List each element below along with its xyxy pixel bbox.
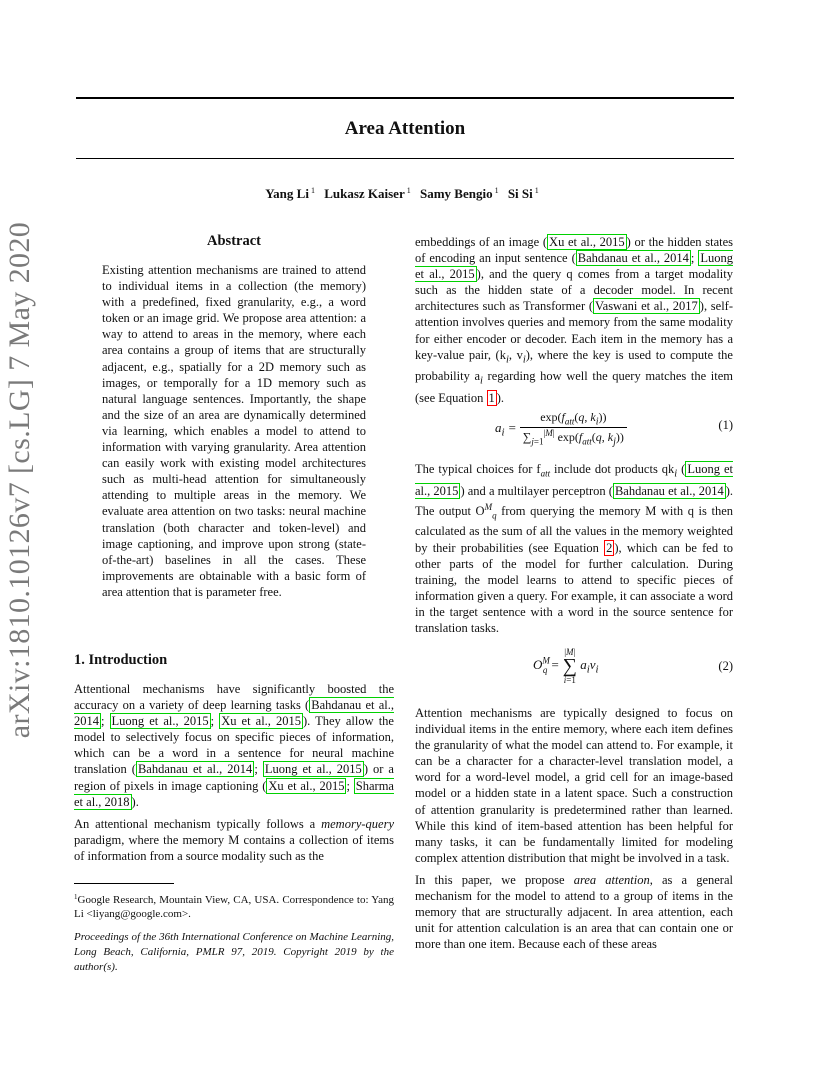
citation-link[interactable]: Sharma et al., 2018: [74, 778, 394, 809]
proceedings-note: Proceedings of the 36th International Conference on Machine Learning, Long Beach, California, PMLR 97, 2019. Copyright 2019 by the author(s).: [74, 931, 394, 973]
citation-link[interactable]: Luong et al., 2015: [415, 462, 733, 498]
equation-ref-link[interactable]: 1: [488, 390, 495, 405]
right-column-top: [415, 234, 733, 406]
equation-ref-link[interactable]: 2: [606, 540, 613, 555]
intro-body: [74, 681, 394, 870]
intro-paragraph-2: An attentional mechanism typically follows a memory-query paradigm, where the memory M contains a collection of items of information from a source modality such as the: [74, 816, 394, 863]
equation-1: [415, 410, 733, 450]
citation-link[interactable]: Bahdanau et al., 2014: [137, 762, 253, 777]
right-paragraph-4: In this paper, we propose area attention, as a general mechanism for the model to attend to a group of items in the memory that are structurally adjacent. In area attention, each unit for attention calculation is an area that can contain one or more than one item. Because each of these areas: [415, 872, 733, 952]
right-paragraph-1: embeddings of an image ( Xu et al., 2015 ) or the hidden states of encoding an input sentence ( Bahdanau et al., 2014 ; Luong et al., 2015 ), and the query q comes from a target modality such as the hidden state of a decoder model. In recent architectures such as Transformer ( Vaswani et al., 2017 ), self-attention involves queries and memory from the same modality for either encoder or decoder. Each item in the memory has a key-value pair, ($k_i$, $v_i$), where the key is used to compute the probability $a_i$ regarding how well the query matches the item (see Equation 1 ).: [415, 235, 734, 405]
right-column-bottom: [415, 705, 733, 952]
right-paragraph-2: The typical choices for $f_{att}$ include dot products $qk_i$ ( Luong et al., 2015 ) and a multilayer perceptron ( Bahdanau et al., 2014 ). The output $O^M_q$ from querying the memory M with q is then calculated as the sum of all the values in the memory weighted by their probabilities (see Equation 2 ), which can be fed to other parts of the model for further calculation. During training, the model learns to attend to specific pieces of information given a query. For example, it can associate a word in the target sentence with a word in the source sentence for translation tasks.: [415, 462, 733, 635]
citation-link[interactable]: Vaswani et al., 2017: [595, 299, 698, 314]
author-name: Samy Bengio: [419, 186, 493, 201]
section-heading-introduction: 1. Introduction: [74, 652, 168, 668]
citation-link[interactable]: Luong et al., 2015: [264, 762, 362, 777]
title-rule-bottom: [76, 158, 734, 159]
author-name: Lukasz Kaiser: [324, 186, 405, 201]
abstract-text: Existing attention mechanisms are trained to attend to individual items in a collection (the memory) with a predefined, fixed granularity, e.g., a word token or an image grid. We propose area attention: a way to attend to areas in the memory, where each area contains a group of items that are structurally adjacent, e.g., spatially for a 2D memory such as images, or temporally for a 1D memory such as natural language sentences. Importantly, the shape and the size of an area are dynamically determined via learning, which enables a model to attend to information with varying granularity. Area attention can easily work with existing model architectures such as multi-head attention for simultaneously attending to multiple areas in the memory. We evaluate area attention on two tasks: neural machine translation (both character and token-level) and image captioning, and improve upon strong (state-of-the-art) baselines in all the cases. These improvements are obtainable with a basic form of area attention that is parameter free.: [102, 263, 366, 599]
footnote-rule: [74, 883, 174, 884]
intro-paragraph-1: Attentional mechanisms have significantly boosted the accuracy on a variety of deep learning tasks ( Bahdanau et al., 2014 ; Luong et al., 2015 ; Xu et al., 2015 ). They allow the model to selectively focus on specific pieces of information, which can be a word in a sentence for neural machine translation ( Bahdanau et al., 2014 ; Luong et al., 2015 ) or a region of pixels in image captioning ( Xu et al., 2015 ; Sharma et al., 2018 ).: [74, 682, 394, 809]
citation-link[interactable]: Bahdanau et al., 2014: [614, 483, 724, 498]
paper-title: Area Attention: [344, 118, 466, 139]
citation-link[interactable]: Xu et al., 2015: [221, 714, 301, 729]
equation-number: (1): [718, 418, 733, 432]
abstract-heading: Abstract: [207, 233, 261, 249]
author-list: Yang Li $^1$ Lukasz Kaiser $^1$ Samy Bengio $^1$ Si Si $^1$: [265, 186, 539, 201]
citation-link[interactable]: Luong et al., 2015: [111, 714, 209, 729]
right-paragraph-3: Attention mechanisms are typically designed to focus on individual items in the entire memory, where each item defines the granularity of what the model can attend to. For example, it can be a character for a character-level translation model, a word for a word-level model, a grid cell for an image-based model or a hidden state in a latent space. Such a construction of attention granularity is predetermined rather than learned. While this kind of item-based attention has been helpful for many tasks, it can be fundamentally limited for modeling complex attention distribution that might be involved in a task.: [415, 706, 733, 865]
citation-link[interactable]: Xu et al., 2015: [549, 235, 625, 249]
citation-link[interactable]: Luong et al., 2015: [415, 251, 733, 282]
equation-2-body: $O^M_q$ = |M| ∑ i=1 $a_iv_i$: [533, 647, 599, 685]
title-rule-top: [76, 97, 734, 99]
author-name: Yang Li: [265, 186, 309, 201]
right-column-mid: [415, 461, 733, 636]
equation-1-body: $a_i$ = $\frac{\exp(f_{att}(q, k_i))}{\sum_{j=1}^{|M|} \exp(f_{att}(q, k_j))}$: [495, 410, 627, 448]
equation-number: (2): [718, 659, 733, 673]
citation-link[interactable]: Bahdanau et al., 2014: [577, 251, 689, 266]
citation-link[interactable]: Xu et al., 2015: [268, 778, 345, 793]
citation-link[interactable]: Bahdanau et al., 2014: [74, 698, 394, 729]
equation-2: [415, 645, 733, 685]
affiliation-footnote: $^1$Google Research, Mountain View, CA, USA. Correspondence to: Yang Li <liyang@google.com>.: [74, 893, 394, 920]
author-name: Si Si: [507, 186, 533, 201]
